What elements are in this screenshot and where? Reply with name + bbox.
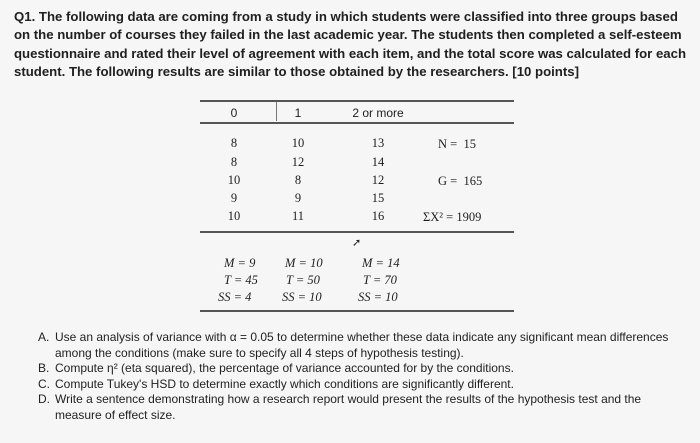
group-0-total: T = 45 (224, 273, 258, 287)
table-cell: 11 (291, 209, 305, 223)
table-header-rule (200, 122, 514, 124)
group-2-mean: M = 14 (362, 256, 400, 270)
group-1-total: T = 50 (286, 273, 320, 287)
part-text: Compute η² (eta squared), the percentage of variance accounted for by the conditions. (55, 361, 514, 376)
summary-g: G = 165 (438, 174, 483, 188)
table-cell: 14 (371, 155, 385, 169)
table-cell: 9 (294, 191, 302, 205)
group-2-total: T = 70 (363, 273, 397, 287)
table-cell: 9 (230, 191, 238, 205)
list-item (38, 330, 688, 361)
question-parts (38, 330, 688, 424)
part-label: A. (38, 330, 50, 344)
table-cell: 15 (371, 191, 385, 205)
part-text: Compute Tukey's HSD to determine exactly which conditions are significantly different. (55, 376, 514, 391)
table-cell: 13 (371, 136, 385, 150)
table-cell: 8 (230, 155, 238, 169)
group-1-ss: SS = 10 (282, 290, 322, 304)
table-cell: 10 (227, 173, 241, 187)
header-group-0: 0 (230, 106, 238, 120)
list-item (38, 392, 688, 423)
summary-n: N = 15 (438, 137, 476, 151)
part-label: D. (38, 392, 50, 407)
column-divider (276, 102, 277, 121)
group-2-ss: SS = 10 (358, 290, 398, 304)
group-0-mean: M = 9 (224, 256, 256, 270)
group-1-mean: M = 10 (285, 256, 323, 270)
table-top-rule (200, 100, 514, 102)
group-0-ss: SS = 4 (218, 290, 252, 304)
table-cell: 16 (371, 209, 385, 223)
list-item (38, 377, 688, 393)
table-cell: 12 (291, 155, 305, 169)
list-item (38, 361, 688, 377)
question-text: Q1. The following data are coming from a study in which students were classified into three groups based on the number of courses they failed in the last academic year. The students then completed a self-esteem questionnaire and rated their level of agreement with each item, and the total score was calculated for each student. The following results are similar to those obtained by the researchers. [10 points] (14, 9, 687, 80)
header-group-1: 1 (294, 106, 302, 120)
table-cell: 8 (294, 173, 302, 187)
table-mid-rule (200, 231, 514, 233)
table-cell: 10 (291, 136, 305, 150)
table-cell: 12 (371, 173, 385, 187)
table-bottom-rule (200, 310, 514, 312)
header-group-2: 2 or more (352, 106, 404, 120)
part-label: C. (38, 376, 50, 391)
table-cell: 8 (230, 136, 238, 150)
table-cell: 10 (227, 209, 241, 223)
mouse-cursor-icon: ➚ (352, 237, 362, 249)
summary-sum-x-squared: ΣX² = 1909 (423, 210, 482, 224)
part-text: Write a sentence demonstrating how a research report would present the results of the hypothesis test and the measure of effect size. (55, 392, 642, 422)
part-label: B. (38, 361, 50, 376)
part-text: Use an analysis of variance with α = 0.05 to determine whether these data indicate any significant mean differences among the conditions (make sure to specify all 4 steps of hypothesis testing). (55, 330, 669, 360)
